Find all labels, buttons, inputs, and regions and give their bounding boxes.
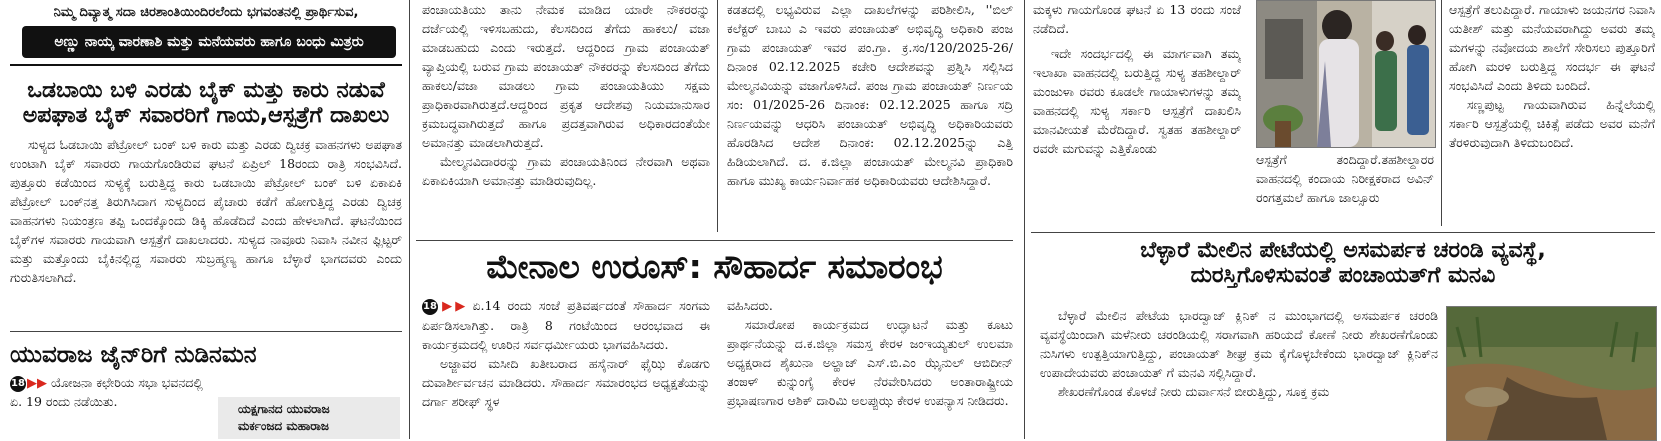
story-uroos-b2: ಸಮಾರೋಪ ಕಾರ್ಯಕ್ರಮದ ಉದ್ಘಾಟನೆ ಮತ್ತು ಕೂಟು ಪ್ರಾರ್ಥನೆಯನ್ನು ದ.ಕ.ಜಿಲ್ಲಾ ಸಮಸ್ತ ಕೇರಳ ಜಂಇಯ್ಯತುಲ್ ಉಲಮಾ ಅಧ್ಯಕ್ಷರಾದ ಶೈಖುನಾ ಅಲ್ಹಾಜ್ ಎಸ್.ಬಿ.ಎಂ ಝೈನುಲ್ ಆಬಿದೀನ್ ತಂಙಳ್ ಕುನ್ನುಂಗೈ ಕೇರಳ ನೆರವೇರಿಸಿದರು ಅಂತಾರಾಷ್ಟ್ರೀಯ ಪ್ರಭಾಷಣಗಾರ ಆಶಿಕ್ ದಾರಿಮಿ ಅಲಪ್ಪುಝ ಕೇರಳ ಉಪನ್ಯಾಸ ನೀಡಿದರು. [727,317,1013,408]
column-5 [1449,0,1655,226]
headline-accident [10,78,402,129]
obituary-line: ನಿಮ್ಮ ದಿವ್ಯಾತ್ಮ ಸದಾ ಚಿರಶಾಂತಿಯಿಂದಿರಲೆಂದು ಭಗವಂತನಲ್ಲಿ ಪ್ರಾರ್ಥಿಸುವ, [53,5,359,20]
headline-uroos: ಮೇನಾಲ ಉರೂಸ್: ಸೌಹಾರ್ದ ಸಮಾರಂಭ [486,248,943,286]
column-2 [422,0,710,232]
story-tribute: ಯೋಜನಾ ಕಛೇರಿಯ ಸಭಾ ಭವನದಲ್ಲಿ ಏ. 19 ರಂದು ನಡೆಯಿತು. [10,375,203,409]
story-panchayat-col2: ಪಂಚಾಯತಿಯು ತಾನು ನೇಮಕ ಮಾಡಿದ ಯಾರೇ ನೌಕರರನ್ನು ದರ್ಜೆಯಲ್ಲಿ ಇಳಿಸಬಹುದು, ಕೆಲಸದಿಂದ ತೆಗೆದು ಹಾಕಲು/ ವಜಾ ಮಾಡಬಹುದು ಎಂದು ಇರುತ್ತದೆ. ಆದ್ದರಿಂದ ಗ್ರಾಮ ಪಂಚಾಯತ್ ವ್ಯಾಪ್ತಿಯಲ್ಲಿ ಬರುವ ಗ್ರಾಮ ಪಂಚಾಯತ್ ನೌಕರರನ್ನು ಕೆಲಸದಿಂದ ತೆಗೆದು ಹಾಕಲು/ವಜಾ ಮಾಡಲು ಗ್ರಾಮ ಪಂಚಾಯತಿಯು ಸಕ್ಷಮ ಪ್ರಾಧಿಕಾರವಾಗಿರುತ್ತದೆ.ಆದ್ದರಿಂದ ಪ್ರಕೃತ ಆದೇಶವು ನಿಯಮಾನುಸಾರ ಕ್ರಮಬದ್ಧವಾಗಿರುತ್ತದೆ ಹಾಗೂ ಪ್ರದತ್ತವಾಗಿರುವ ಅಧಿಕಾರದಂತೆಯೇ ಅಮಾನತ್ತು ಮಾಡಲಾಗಿರುತ್ತದೆ. [422,2,710,150]
ad-line-1: ಯಕ್ಷಗಾನದ ಯುವರಾಜ [238,402,330,416]
rule [1031,232,1655,233]
rule [416,240,1013,241]
headline-bellare-line1: ಬೆಳ್ಳಾರೆ ಮೇಲಿನ ಪೇಟೆಯಲ್ಲಿ ಅಸಮರ್ಪಕ ಚರಂಡಿ ವ್ಯವಸ್ಥೆ, [1140,238,1546,263]
uroos-col-b [727,296,1013,439]
page-badge: 18 [422,299,438,315]
news-photo-drain [1446,306,1657,441]
uroos-headline-block [416,248,1013,286]
uroos-story-a-wrap [422,296,710,354]
hospital-photo-image [1257,1,1435,147]
headline-bellare [1031,238,1655,289]
story-yatish-p2: ಸಣ್ಣಪುಟ್ಟ ಗಾಯವಾಗಿರುವ ಹಿನ್ನೆಲೆಯಲ್ಲಿ ಸರ್ಕಾರಿ ಆಸ್ಪತ್ರೆಯಲ್ಲಿ ಚಿಕಿತ್ಸೆ ಪಡೆದು ಅವರ ಮನೆಗೆ ತೆರಳಿರುವುದಾಗಿ ತಿಳಿದುಬಂದಿದೆ. [1449,97,1655,150]
col1-headline-block [10,78,402,291]
story-bellare: ಬೆಳ್ಳಾರೆ ಮೇಲಿನ ಪೇಟೆಯ ಭಾರದ್ವಾಜ್ ಕ್ಲಿನಿಕ್ ನ ಮುಂಭಾಗದಲ್ಲಿ ಅಸಮರ್ಪಕ ಚರಂಡಿ ವ್ಯವಸ್ಥೆಯಿಂದಾಗಿ ಮಳೆನೀರು ಚರಂಡಿಯಲ್ಲಿ ಸರಾಗವಾಗಿ ಹರಿಯದೆ ಕೋಣೆ ನೀರು ಶೇಖರಣೆಗೊಂಡು ನುಸಿಗಳು ಉತ್ಪತ್ತಿಯಾಗುತ್ತಿದ್ದು, ಪಂಚಾಯತ್ ಶೀಘ್ರ ಕ್ರಮ ಕೈಗೊಳ್ಳಬೇಕೆಂದು ಭಾರದ್ವಾಜ್ ಕ್ಲಿನಿಕ್‌ನ ಉಪಾದೇಯವರು ಪಂಚಾಯತ್ ಗೆ ಮನವಿ ಸಲ್ಲಿಸಿದ್ದಾರೆ. [1040,308,1438,380]
news-photo-hospital [1256,0,1436,148]
story-tahsildar: ಮಕ್ಕಳು ಗಾಯಗೊಂಡ ಘಟನೆ ಏ 13 ರಂದು ಸಂಜೆ ನಡೆದಿದೆ. [1033,2,1241,36]
story-accident: ಸುಳ್ಯದ ಓಡಬಾಯಿ ಪೆಟ್ರೋಲ್ ಬಂಕ್ ಬಳಿ ಕಾರು ಮತ್ತು ಎರಡು ದ್ವಿಚಕ್ರ ವಾಹನಗಳು ಅಪಘಾತ ಉಂಟಾಗಿ ಬೈಕ್ ಸವಾರರು ಗಾಯಗೊಂಡಿರುವ ಘಟನೆ ಏಪ್ರಿಲ್ 18ರಂದು ರಾತ್ರಿ ಸಂಭವಿಸಿದೆ. ಪುತ್ತೂರು ಕಡೆಯಿಂದ ಸುಳ್ಯಕ್ಕೆ ಬರುತ್ತಿದ್ದ ಕಾರು ಒಡಬಾಯಿ ಪೆಟ್ರೋಲ್ ಬಂಕ್ ಬಳಿ ಏಕಾಏಕಿ ಪೆಟ್ರೋಲ್ ಬಂಕ್‌ನತ್ತ ತಿರುಗಿಸಿದಾಗ ಸುಳ್ಯದಿಂದ ಪೈಚಾರು ಕಡೆಗೆ ಹೋಗುತ್ತಿದ್ದ ಎರಡು ದ್ವಿಚಕ್ರ ವಾಹನಗಳು ನಿಯಂತ್ರಣ ತಪ್ಪಿ ಒಂದಕ್ಕೊಂದು ಡಿಕ್ಕಿ ಹೊಡೆದಿದೆ ಎಂದು ಹೇಳಲಾಗಿದೆ. ಘಟನೆಯಿಂದ ಬೈಕ್‌ಗಳ ಸವಾರರು ಗಾಯವಾಗಿ ಆಸ್ಪತ್ರೆಗೆ ದಾಖಲಾದರು. ಸುಳ್ಯದ ನಾವೂರು ನಿವಾಸಿ ನವೀನ ಫ್ಲಿಟ್ಟರ್ ಮತ್ತು ಮತ್ತೊಂದು ಬೈಕಿನಲ್ಲಿದ್ದ ಸವಾರರು ಸುಬ್ರಹ್ಮಣ್ಯ ಹಾಗೂ ಬೆಳ್ಳಾರೆ ಭಾಗದವರು ಎಂದು ಗುರುತಿಸಲಾಗಿದೆ. [10,136,402,285]
column-rule [1024,0,1025,439]
photo-caption [1256,150,1434,224]
column-rule [409,0,410,439]
story-panchayat-col3: ಕಡತದಲ್ಲಿ ಲಭ್ಯವಿರುವ ಎಲ್ಲಾ ದಾಖಲೆಗಳನ್ನು ಪರಿಶೀಲಿಸಿ, ''ಬಿಲ್ ಕಲೆಕ್ಟರ್ ಬಾಬು ಎ ಇವರು ಪಂಚಾಯತ್ ಅಭಿವೃದ್ಧಿ ಅಧಿಕಾರಿ ಪಂಜ ಗ್ರಾಮ ಪಂಚಾಯತ್ ಇವರ ಪಂ.ಗ್ರಾ. ಕ್ರ.ಸಂ/120/2025-26/ದಿನಾಂಕ 02.12.2025 ಕಚೇರಿ ಆದೇಶವನ್ನು ಪ್ರಶ್ನಿಸಿ ಸಲ್ಲಿಸಿದ ಮೇಲ್ಮನವಿಯನ್ನು ವಜಾಗೊಳಿಸಿದೆ. ಪಂಜ ಗ್ರಾಮ ಪಂಚಾಯತ್ ನಿರ್ಣಯ ಸಂ: 01/2025-26 ದಿನಾಂಕ: 02.12.2025 ಹಾಗೂ ಸದ್ರಿ ನಿರ್ಣಯವನ್ನು ಆಧರಿಸಿ ಪಂಚಾಯತ್ ಅಭಿವೃದ್ಧಿ ಅಧಿಕಾರಿಯವರು ಹೊರಡಿಸಿದ ಆದೇಶ ದಿನಾಂಕ: 02.12.2025ನ್ನು ಎತ್ತಿ ಹಿಡಿಯಲಾಗಿದೆ. ದ. ಕ.ಜಿಲ್ಲಾ ಪಂಚಾಯತ್ ಮೇಲ್ಮನವಿ ಪ್ರಾಧಿಕಾರಿ ಹಾಗೂ ಮುಖ್ಯ ಕಾರ್ಯನಿರ್ವಾಹಕ ಅಧಿಕಾರಿಯವರು ಆದೇಶಿಸಿದ್ದಾರೆ. [727,2,1013,188]
story-bellare-p2: ಶೇಖರಣೆಗೊಂಡ ಕೊಳಚೆ ನೀರು ದುರ್ವಾಸನೆ ಬೀರುತ್ತಿದ್ದು, ಸೂಕ್ತ ಕ್ರಮ [1058,384,1330,399]
tribute-ad-box [218,397,400,439]
column-3 [727,0,1013,232]
column-rule [1441,0,1442,226]
arrow-icon: ▶▶ [439,299,469,314]
column-4 [1033,0,1241,168]
story-uroos-b: ವಹಿಸಿದರು. [727,298,773,313]
rule [10,331,402,332]
page-badge: 18 [10,376,26,392]
story-uroos-a2: ಅಜ್ಜಾವರ ಮಸೀದಿ ಖತೀಬರಾದ ಹಸೈನಾರ್ ಫೈಝಿ ಕೊಡಗು ದುವಾರ್ಶೀರ್ವಚನ ಮಾಡಿದರು. ಸೌಹಾರ್ದ ಸಮಾರಂಭದ ಅಧ್ಯಕ್ಷತೆಯನ್ನು ದರ್ಗಾ ಶರೀಫ್ ಸ್ಥಳ [422,356,710,409]
story-uroos-a: ಏ.14 ರಂದು ಸಂಜೆ ಪ್ರತಿವರ್ಷದಂತೆ ಸೌಹಾರ್ದ ಸಂಗಮ ಏರ್ಪಡಿಸಲಾಗಿತ್ತು. ರಾತ್ರಿ 8 ಗಂಟೆಯಿಂದ ಆರಂಭವಾದ ಈ ಕಾರ್ಯಕ್ರಮದಲ್ಲಿ ಊರಿನ ಸರ್ವಧರ್ಮೀಯರು ಭಾಗವಹಿಸಿದರು. [422,298,710,352]
caption-tahsildar: ಆಸ್ಪತ್ರೆಗೆ ತಂದಿದ್ದಾರೆ.ತಹಶೀಲ್ದಾರರ ವಾಹನದಲ್ಲಿ ಕಂದಾಯ ನಿರೀಕ್ಷಕರಾದ ಅವಿನ್ ರಂಗತ್ತಮಲೆ ಹಾಗೂ ಜಾಲ್ಸೂರು [1256,152,1434,205]
rule [10,64,402,66]
headline-tribute: ಯುವರಾಜ ಜೈನ್‌ರಿಗೆ ನುಡಿನಮನ [10,342,257,368]
column-rule [717,0,718,232]
bellare-headline-block [1031,238,1655,289]
arrow-icon: ▶▶ [27,375,47,391]
story-panchayat-col2-p2: ಮೇಲ್ಮನವಿದಾರರನ್ನು ಗ್ರಾಮ ಪಂಚಾಯತಿನಿಂದ ನೇರವಾಗಿ ಅಥವಾ ಏಕಾಏಕಿಯಾಗಿ ಅಮಾನತ್ತು ಮಾಡಿರುವುದಿಲ್ಲ. [422,154,710,188]
drain-photo-image [1447,307,1656,440]
headline-accident-line1: ಒಡಬಾಯಿ ಬಳಿ ಎರಡು ಬೈಕ್ ಮತ್ತು ಕಾರು ನಡುವೆ [27,78,385,103]
ad-line-2: ಮರ್ಕಂಜದ ಮಹಾರಾಜ [238,419,329,433]
uroos-col-a [422,296,710,439]
headline-accident-line2: ಅಪಘಾತ ಬೈಕ್ ಸವಾರರಿಗೆ ಗಾಯ,ಆಸ್ಪತ್ರೆಗೆ ದಾಖಲು [22,103,390,129]
headline-bellare-line2: ದುರಸ್ತಿಗೊಳಿಸುವಂತೆ ಪಂಚಾಯತ್‌ಗೆ ಮನವಿ [1190,263,1496,289]
bellare-story [1040,306,1438,439]
obituary-banner: ಅಣ್ಣು ನಾಯ್ಕ ವಾರಣಾಶಿ ಮತ್ತು ಮನೆಯವರು ಹಾಗೂ ಬಂಧು ಮಿತ್ರರು [22,26,396,58]
story-yatish: ಆಸ್ಪತ್ರೆಗೆ ತಲುಪಿದ್ದಾರೆ. ಗಾಯಾಳು ಜಯನಗರ ನಿವಾಸಿ ಯತೀಶ್ ಮತ್ತು ಮನೆಯವರಾಗಿದ್ದು ಅವರು ತಮ್ಮ ಮಗಳನ್ನು ನವೋದಯ ಶಾಲೆಗೆ ಸೇರಿಸಲು ಪುತ್ತೂರಿಗೆ ಹೋಗಿ ಮರಳಿ ಬರುತ್ತಿದ್ದ ಸಂದರ್ಭ ಈ ಘಟನೆ ಸಂಭವಿಸಿದೆ ಎಂದು ತಿಳಿದು ಬಂದಿದೆ. [1449,2,1655,93]
story-tahsildar-p2: ಇದೇ ಸಂದರ್ಭದಲ್ಲಿ ಈ ಮಾರ್ಗವಾಗಿ ತಮ್ಮ ಇಲಾಖಾ ವಾಹನದಲ್ಲಿ ಬರುತ್ತಿದ್ದ ಸುಳ್ಯ ತಹಶೀಲ್ದಾರ್ ಮಂಜುಳಾ ರವರು ಕೂಡಲೇ ಗಾಯಾಳುಗಳನ್ನು ತಮ್ಮ ವಾಹನದಲ್ಲಿ ಸುಳ್ಯ ಸರ್ಕಾರಿ ಆಸ್ಪತ್ರೆಗೆ ದಾಖಲಿಸಿ ಮಾನವೀಯತೆ ಮೆರೆದಿದ್ದಾರೆ. ಸ್ವತಹ ತಹಶೀಲ್ದಾರ್ ರವರೇ ಮಗುವನ್ನು ಎತ್ತಿಕೊಂಡು [1033,46,1241,156]
